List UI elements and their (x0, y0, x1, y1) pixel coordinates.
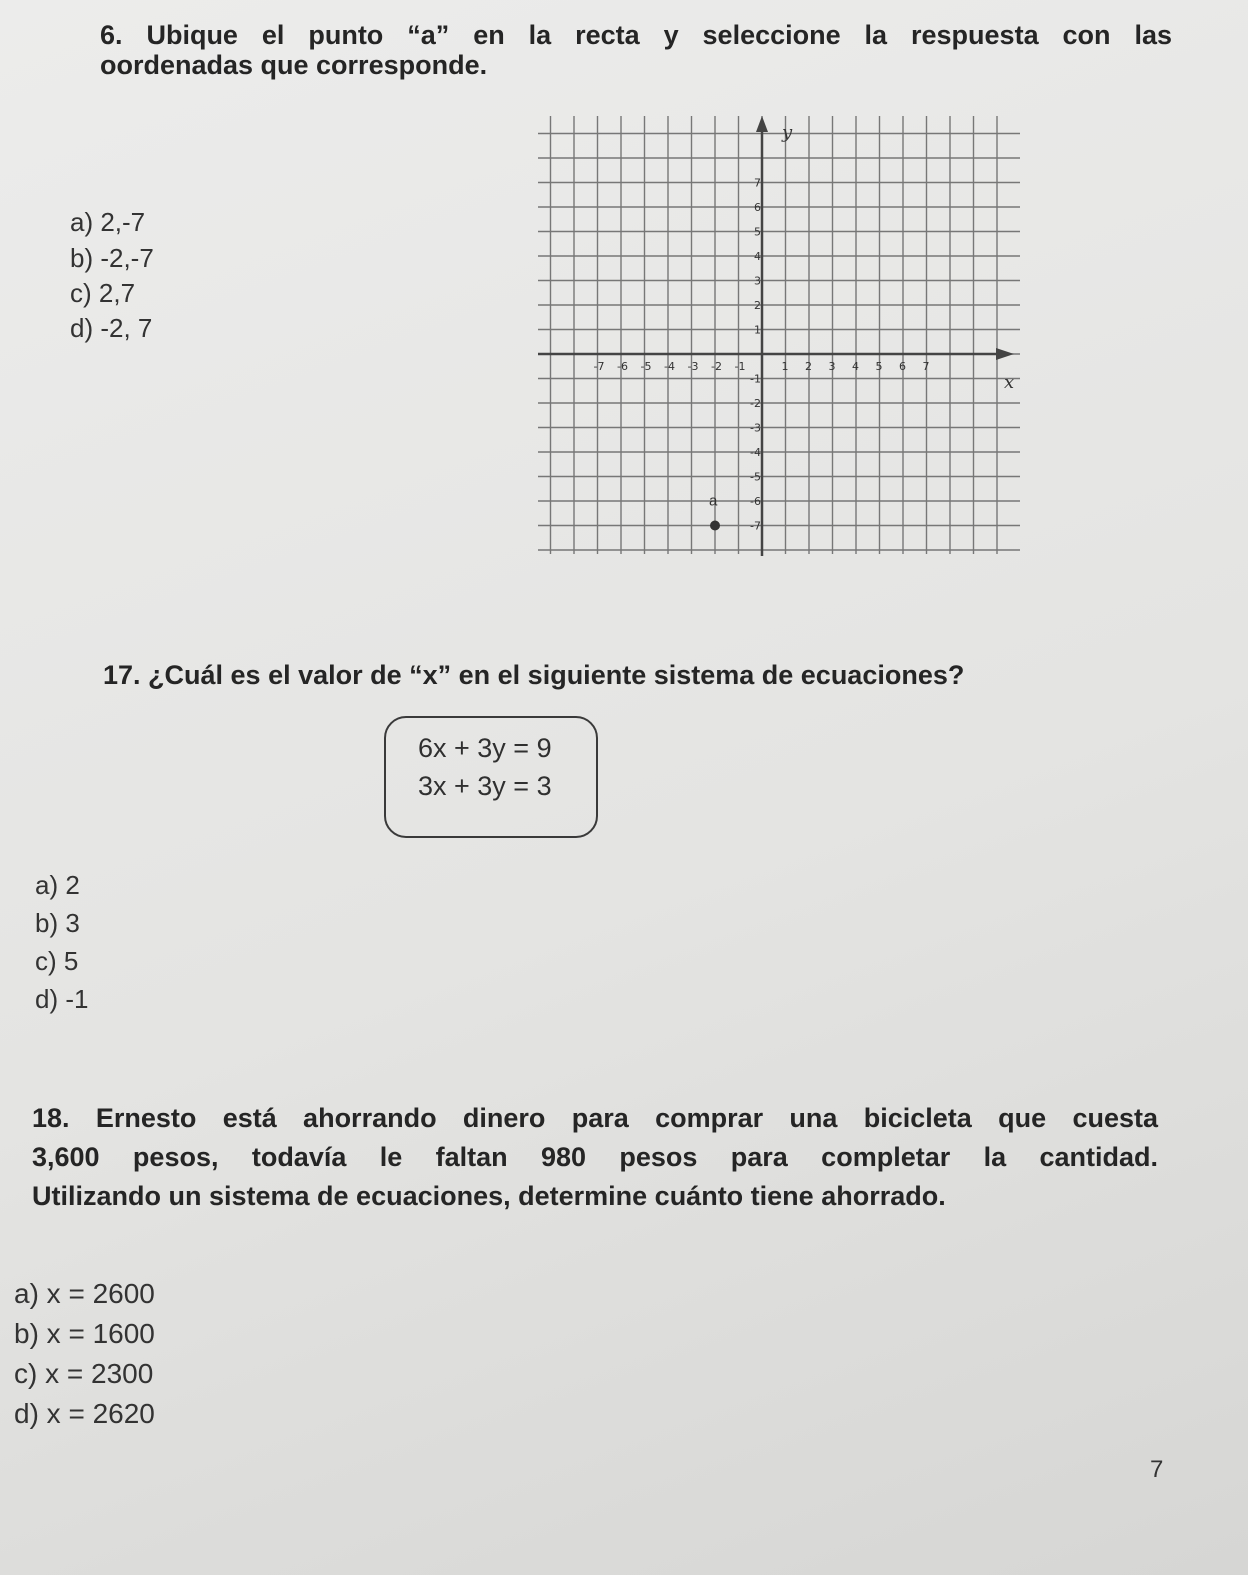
q18-option-d[interactable]: d) x = 2620 (14, 1398, 155, 1429)
q6-option-c[interactable]: c) 2,7 (70, 278, 136, 308)
point-a-label: a (709, 492, 718, 510)
y-tick-label: 5 (754, 225, 761, 239)
q17-option-d[interactable]: d) -1 (35, 984, 89, 1014)
q6-option-a[interactable]: a) 2,-7 (70, 207, 146, 237)
y-tick-label: -5 (750, 470, 761, 484)
x-tick-label: 2 (805, 360, 812, 373)
grid-lines (538, 116, 1020, 554)
x-tick-label: 4 (852, 360, 859, 373)
x-axis-label: x (1004, 372, 1015, 393)
q17-title: 17. ¿Cuál es el valor de “x” en el siguiente sistema de ecuaciones? (103, 660, 965, 690)
coordinate-plane-graph (530, 108, 1028, 560)
x-tick-label: 1 (781, 360, 789, 373)
q18-line1: 18. Ernesto está ahorrando dinero para comprar una bicicleta que cuesta (32, 1103, 1158, 1133)
q17-option-a[interactable]: a) 2 (35, 870, 80, 900)
x-tick-label: -7 (593, 360, 605, 373)
y-tick-label: -1 (750, 372, 761, 386)
y-tick-label: 4 (754, 250, 761, 263)
y-tick-label: -6 (750, 495, 761, 508)
x-tick-label: -3 (687, 360, 699, 373)
x-tick-label: -5 (640, 360, 652, 373)
x-tick-label: -2 (711, 360, 722, 373)
x-axis-arrow (996, 348, 1014, 360)
point-a-marker[interactable] (710, 521, 720, 531)
x-tick-label: -1 (734, 360, 746, 373)
page-number: 7 (1150, 1456, 1164, 1483)
q18-line3: Utilizando un sistema de ecuaciones, determine cuánto tiene ahorrado. (32, 1181, 946, 1211)
q6-title-line1: 6. Ubique el punto “a” en la recta y seleccione la respuesta con las (100, 20, 1172, 50)
y-tick-label: 6 (754, 201, 761, 214)
x-tick-label: 5 (875, 360, 883, 373)
y-axis-label: y (782, 122, 793, 143)
q17-option-c[interactable]: c) 5 (35, 946, 79, 976)
y-tick-label: -4 (750, 446, 761, 459)
y-tick-label: 1 (754, 323, 761, 337)
q6-title-line2: oordenadas que corresponde. (100, 50, 488, 80)
q18-option-b[interactable]: b) x = 1600 (14, 1318, 155, 1349)
y-tick-label: 3 (754, 274, 761, 288)
x-tick-label: -6 (617, 360, 628, 373)
y-tick-label: -2 (750, 397, 761, 410)
y-tick-label: 2 (754, 299, 761, 312)
q18-option-a[interactable]: a) x = 2600 (14, 1278, 155, 1309)
equation-2: 3x + 3y = 3 (418, 771, 552, 801)
q18-line2: 3,600 pesos, todavía le faltan 980 pesos para completar la cantidad. (32, 1142, 1158, 1172)
q6-option-d[interactable]: d) -2, 7 (70, 313, 153, 343)
x-tick-label: -4 (664, 360, 675, 373)
x-tick-label: 6 (899, 360, 906, 373)
x-tick-label: 3 (828, 360, 836, 373)
equation-1: 6x + 3y = 9 (418, 733, 552, 763)
y-tick-label: -7 (750, 519, 761, 533)
q17-option-b[interactable]: b) 3 (35, 908, 80, 938)
y-axis-arrow (756, 116, 768, 132)
q18-option-c[interactable]: c) x = 2300 (14, 1358, 154, 1389)
y-tick-label: -3 (750, 421, 761, 435)
q6-option-b[interactable]: b) -2,-7 (70, 243, 154, 273)
y-tick-label: 7 (754, 176, 761, 190)
x-tick-label: 7 (922, 360, 930, 373)
